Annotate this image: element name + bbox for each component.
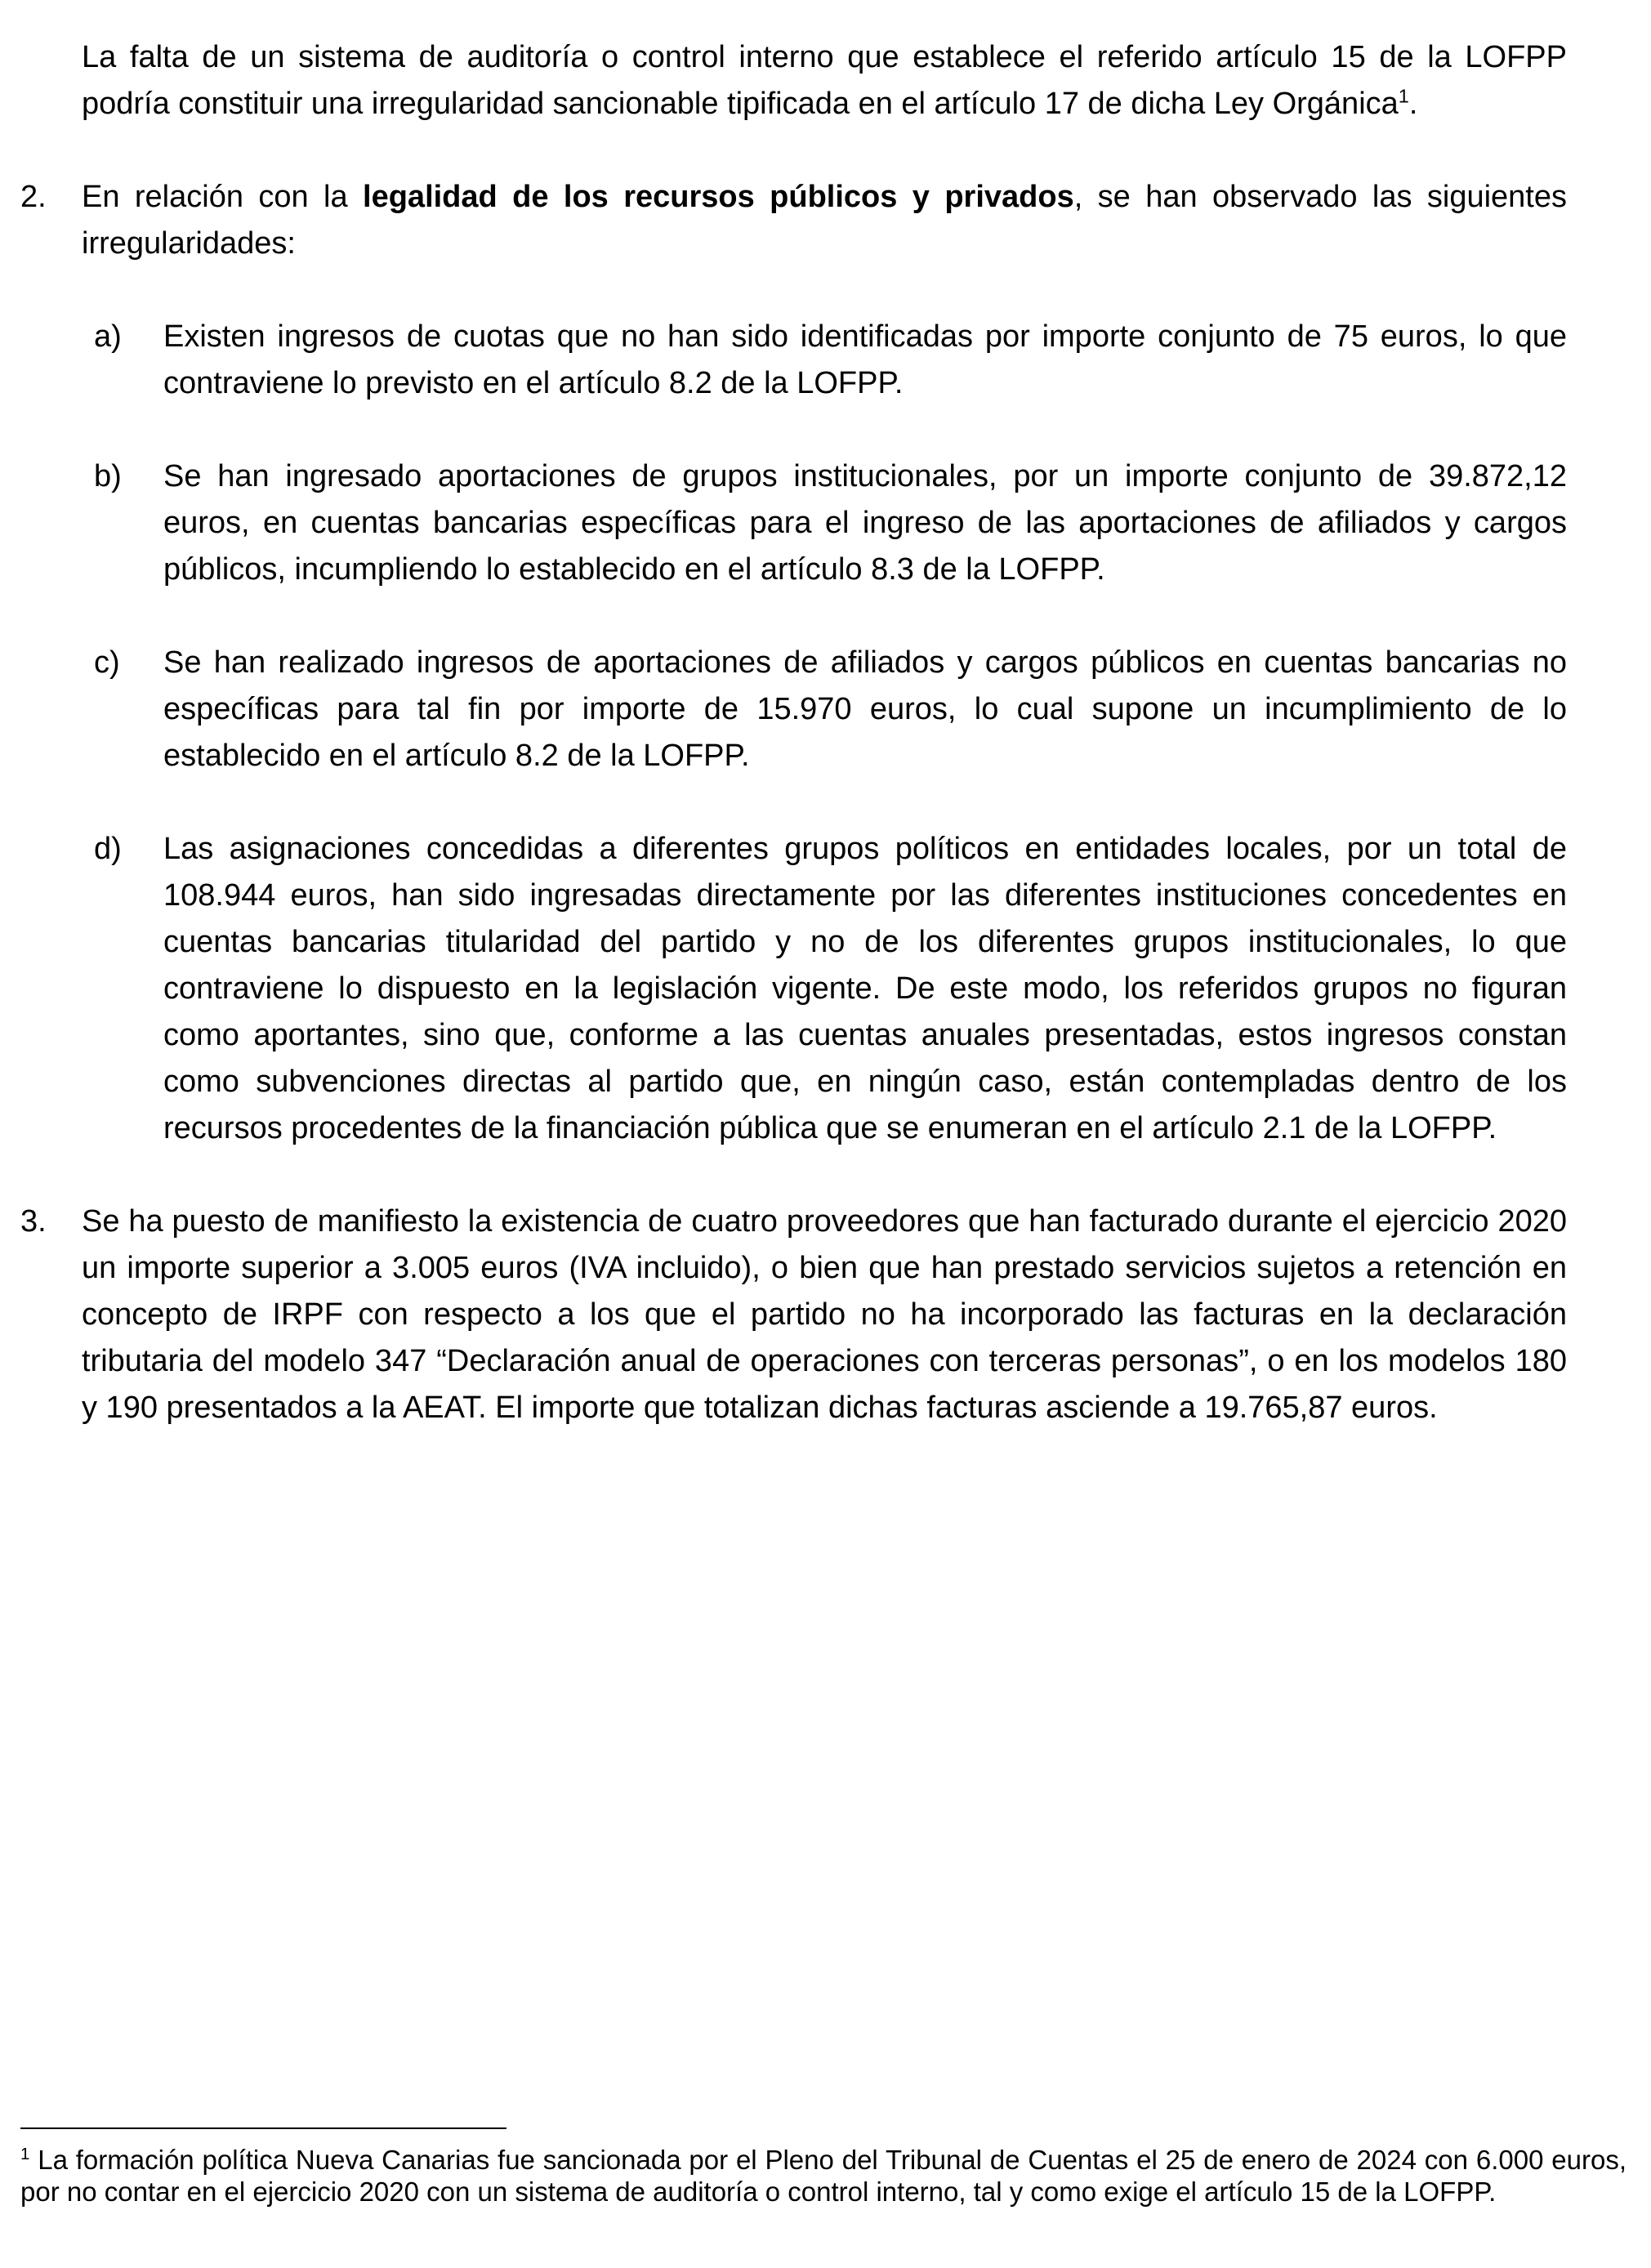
subitem-a bbox=[94, 314, 1567, 407]
item-2-paragraph bbox=[82, 174, 1567, 267]
numbered-item-2 bbox=[20, 174, 1567, 1152]
footnote-separator bbox=[20, 2127, 506, 2129]
footnote-reference-superscript: 1 bbox=[1398, 85, 1409, 107]
subitem-d-letter: d) bbox=[94, 832, 122, 866]
subitem-a-text: Existen ingresos de cuotas que no han sido identificadas por importe conjunto de 75 euros, lo que contraviene lo previsto en el artículo 8.2 de la LOFPP. bbox=[163, 319, 1567, 400]
subitem-b bbox=[94, 453, 1567, 593]
footnote-section bbox=[20, 2127, 1626, 2208]
intro-suffix: . bbox=[1408, 87, 1418, 121]
subitem-b-text: Se han ingresado aportaciones de grupos institucionales, por un importe conjunto de 39.872,12 euros, en cuentas bancarias específicas para el ingreso de las aportaciones de afiliados y cargos públicos, incumpliendo lo establecido en el artículo 8.3 de la LOFPP. bbox=[163, 459, 1567, 587]
item-3-body bbox=[82, 1199, 1567, 1431]
subitem-c bbox=[94, 640, 1567, 779]
footnote-marker-superscript: 1 bbox=[20, 2145, 30, 2163]
subitem-b-letter: b) bbox=[94, 459, 122, 493]
document-body bbox=[20, 34, 1631, 1431]
item-2-body bbox=[82, 174, 1567, 1152]
item-2-lead-text: En relación con la bbox=[82, 180, 364, 214]
subitem-c-text: Se han realizado ingresos de aportaciones de afiliados y cargos públicos en cuentas bancarias no específicas para tal fin por importe de 15.970 euros, lo cual supone un incumplimiento de lo establecido en el artículo 8.2 de la LOFPP. bbox=[163, 645, 1567, 773]
intro-text: La falta de un sistema de auditoría o control interno que establece el referido artículo 15 de la LOFPP podría constituir una irregularidad sancionable tipificada en el artículo 17 de dicha Ley Orgánica bbox=[82, 40, 1567, 121]
intro-paragraph bbox=[82, 34, 1567, 127]
numbered-item-3 bbox=[20, 1199, 1567, 1431]
item-2-bold-text: legalidad de los recursos públicos y privados bbox=[363, 180, 1074, 214]
footnote-paragraph bbox=[20, 2144, 1626, 2208]
item-2-tail-text: , se han observado las siguientes irregularidades: bbox=[82, 180, 1567, 261]
subitem-c-letter: c) bbox=[94, 645, 120, 680]
subitem-d-text: Las asignaciones concedidas a diferentes grupos políticos en entidades locales, por un total de 108.944 euros, han sido ingresadas directamente por las diferentes instituciones concedentes en cuentas bancarias titularidad del partido y no de los diferentes grupos institucionales, lo que contraviene lo dispuesto en la legislación vigente. De este modo, los referidos grupos no figuran como aportantes, sino que, conforme a las cuentas anuales presentadas, estos ingresos constan como subvenciones directas al partido que, en ningún caso, están contempladas dentro de los recursos procedentes de la financiación pública que se enumeran en el artículo 2.1 de la LOFPP. bbox=[163, 832, 1567, 1145]
subitem-d bbox=[94, 826, 1567, 1152]
subitem-a-letter: a) bbox=[94, 319, 122, 354]
item-3-paragraph: Se ha puesto de manifiesto la existencia de cuatro proveedores que han facturado durante el ejercicio 2020 un importe superior a 3.005 euros (IVA incluido), o bien que han prestado servicios sujetos a retención en concepto de IRPF con respecto a los que el partido no ha incorporado las facturas en la declaración tributaria del modelo 347 “Declaración anual de operaciones con terceras personas”, o en los modelos 180 y 190 presentados a la AEAT. El importe que totalizan dichas facturas asciende a 19.765,87 euros. bbox=[82, 1204, 1567, 1425]
item-2-number: 2. bbox=[20, 180, 47, 214]
footnote-text: La formación política Nueva Canarias fue sancionada por el Pleno del Tribunal de Cuentas el 25 de enero de 2024 con 6.000 euros, por no contar en el ejercicio 2020 con un sistema de auditoría o control interno, tal y como exige el artículo 15 de la LOFPP. bbox=[20, 2145, 1626, 2207]
item-3-number: 3. bbox=[20, 1204, 47, 1239]
